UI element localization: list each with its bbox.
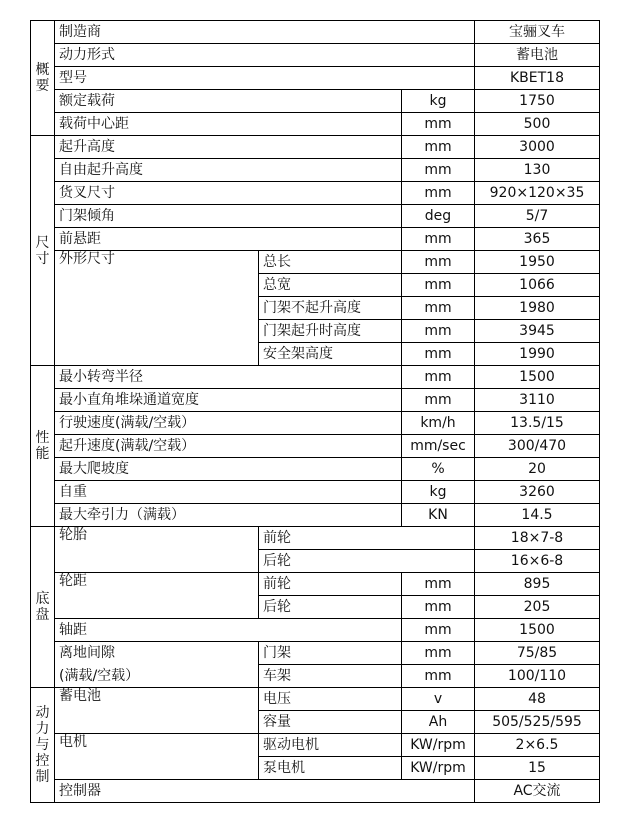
table-row — [31, 458, 600, 481]
table-row — [31, 412, 600, 435]
row-value: 1980 — [475, 297, 600, 320]
table-row — [31, 90, 600, 113]
table-row — [31, 44, 600, 67]
row-sublabel: 安全架高度 — [259, 343, 402, 366]
row-label: 前悬距 — [55, 228, 402, 251]
row-value: 130 — [475, 159, 600, 182]
row-sublabel: 容量 — [259, 711, 402, 734]
table-row — [31, 228, 600, 251]
row-unit: mm — [402, 343, 475, 366]
row-sublabel: 总长 — [259, 251, 402, 274]
row-unit: mm — [402, 136, 475, 159]
row-value: 3945 — [475, 320, 600, 343]
row-unit: kg — [402, 481, 475, 504]
row-value: 18×7-8 — [475, 527, 600, 550]
row-label: 载荷中心距 — [55, 113, 402, 136]
table-row — [31, 21, 600, 44]
category-power: 动 力 与 控 制 — [31, 688, 55, 803]
row-value: KBET18 — [475, 67, 600, 90]
row-label: 行驶速度(满载/空载） — [55, 412, 402, 435]
row-label: 最小转弯半径 — [55, 366, 402, 389]
row-label: 制造商 — [55, 21, 475, 44]
row-value: 48 — [475, 688, 600, 711]
row-label: 起升速度(满载/空载） — [55, 435, 402, 458]
row-value: 1750 — [475, 90, 600, 113]
table-row — [31, 780, 600, 803]
row-value: 13.5/15 — [475, 412, 600, 435]
table-row — [31, 642, 600, 665]
row-label: 轴距 — [55, 619, 402, 642]
row-sublabel: 车架 — [259, 665, 402, 688]
row-label: 轮距 — [55, 573, 259, 619]
row-label: 蓄电池 — [55, 688, 259, 734]
row-unit: mm — [402, 159, 475, 182]
row-unit: mm — [402, 573, 475, 596]
row-value: 1066 — [475, 274, 600, 297]
row-value: 75/85 — [475, 642, 600, 665]
row-unit: mm — [402, 642, 475, 665]
row-unit: mm — [402, 665, 475, 688]
row-value: 365 — [475, 228, 600, 251]
category-overview: 概 要 — [31, 21, 55, 136]
row-unit: mm/sec — [402, 435, 475, 458]
row-value: 205 — [475, 596, 600, 619]
table-row — [31, 67, 600, 90]
row-label: 动力形式 — [55, 44, 475, 67]
row-sublabel: 前轮 — [259, 527, 475, 550]
row-label: 最小直角堆垛通道宽度 — [55, 389, 402, 412]
row-label: 外形尺寸 — [55, 251, 259, 366]
row-value: 2×6.5 — [475, 734, 600, 757]
table-row — [31, 205, 600, 228]
row-sublabel: 驱动电机 — [259, 734, 402, 757]
table-row — [31, 527, 600, 550]
row-unit: KW/rpm — [402, 734, 475, 757]
row-value: 1500 — [475, 366, 600, 389]
row-sublabel: 门架起升时高度 — [259, 320, 402, 343]
row-value: 16×6-8 — [475, 550, 600, 573]
row-value: 蓄电池 — [475, 44, 600, 67]
row-sublabel: 后轮 — [259, 596, 402, 619]
table-row — [31, 435, 600, 458]
row-unit: deg — [402, 205, 475, 228]
row-value: 1950 — [475, 251, 600, 274]
table-row — [31, 688, 600, 711]
row-unit: KN — [402, 504, 475, 527]
table-row — [31, 366, 600, 389]
row-value: 500 — [475, 113, 600, 136]
row-unit: KW/rpm — [402, 757, 475, 780]
row-value: 3260 — [475, 481, 600, 504]
row-unit: mm — [402, 366, 475, 389]
row-label: 起升高度 — [55, 136, 402, 159]
row-sublabel: 电压 — [259, 688, 402, 711]
row-unit: mm — [402, 619, 475, 642]
row-label: 轮胎 — [55, 527, 259, 573]
row-label: 额定载荷 — [55, 90, 402, 113]
row-unit: mm — [402, 182, 475, 205]
row-label: 门架倾角 — [55, 205, 402, 228]
category-chassis: 底 盘 — [31, 527, 55, 688]
row-value: 300/470 — [475, 435, 600, 458]
table-row — [31, 734, 600, 757]
row-unit: km/h — [402, 412, 475, 435]
table-row — [31, 481, 600, 504]
row-unit: mm — [402, 320, 475, 343]
table-row — [31, 504, 600, 527]
table-row — [31, 159, 600, 182]
table-row — [31, 619, 600, 642]
row-label: 自由起升高度 — [55, 159, 402, 182]
table-row — [31, 251, 600, 274]
row-unit: mm — [402, 596, 475, 619]
row-unit: mm — [402, 113, 475, 136]
table-row — [31, 113, 600, 136]
row-label: 离地间隙 — [55, 642, 259, 665]
row-value: 15 — [475, 757, 600, 780]
row-unit: mm — [402, 228, 475, 251]
row-label: 型号 — [55, 67, 475, 90]
row-value: 3110 — [475, 389, 600, 412]
row-value: 3000 — [475, 136, 600, 159]
row-unit: v — [402, 688, 475, 711]
row-unit: mm — [402, 389, 475, 412]
row-unit: mm — [402, 297, 475, 320]
row-value: AC交流 — [475, 780, 600, 803]
row-label: 最大牵引力（满载） — [55, 504, 402, 527]
table-row — [31, 389, 600, 412]
table-row — [31, 136, 600, 159]
row-sublabel: 前轮 — [259, 573, 402, 596]
row-label: (满载/空载） — [55, 665, 259, 688]
row-value: 1500 — [475, 619, 600, 642]
row-label: 电机 — [55, 734, 259, 780]
table-row — [31, 665, 600, 688]
row-unit: Ah — [402, 711, 475, 734]
row-value: 宝骊叉车 — [475, 21, 600, 44]
row-value: 505/525/595 — [475, 711, 600, 734]
row-sublabel: 门架不起升高度 — [259, 297, 402, 320]
table-row — [31, 182, 600, 205]
row-value: 100/110 — [475, 665, 600, 688]
category-performance: 性 能 — [31, 366, 55, 527]
category-dimensions: 尺 寸 — [31, 136, 55, 366]
row-unit: mm — [402, 251, 475, 274]
row-unit: mm — [402, 274, 475, 297]
row-value: 14.5 — [475, 504, 600, 527]
row-label: 最大爬坡度 — [55, 458, 402, 481]
row-unit: kg — [402, 90, 475, 113]
row-unit: % — [402, 458, 475, 481]
spec-table — [30, 20, 600, 803]
table-row — [31, 573, 600, 596]
row-value: 895 — [475, 573, 600, 596]
row-label: 货叉尺寸 — [55, 182, 402, 205]
row-value: 920×120×35 — [475, 182, 600, 205]
row-sublabel: 门架 — [259, 642, 402, 665]
row-value: 1990 — [475, 343, 600, 366]
row-label: 自重 — [55, 481, 402, 504]
row-sublabel: 后轮 — [259, 550, 475, 573]
row-value: 5/7 — [475, 205, 600, 228]
row-sublabel: 泵电机 — [259, 757, 402, 780]
row-sublabel: 总宽 — [259, 274, 402, 297]
row-value: 20 — [475, 458, 600, 481]
row-label: 控制器 — [55, 780, 475, 803]
